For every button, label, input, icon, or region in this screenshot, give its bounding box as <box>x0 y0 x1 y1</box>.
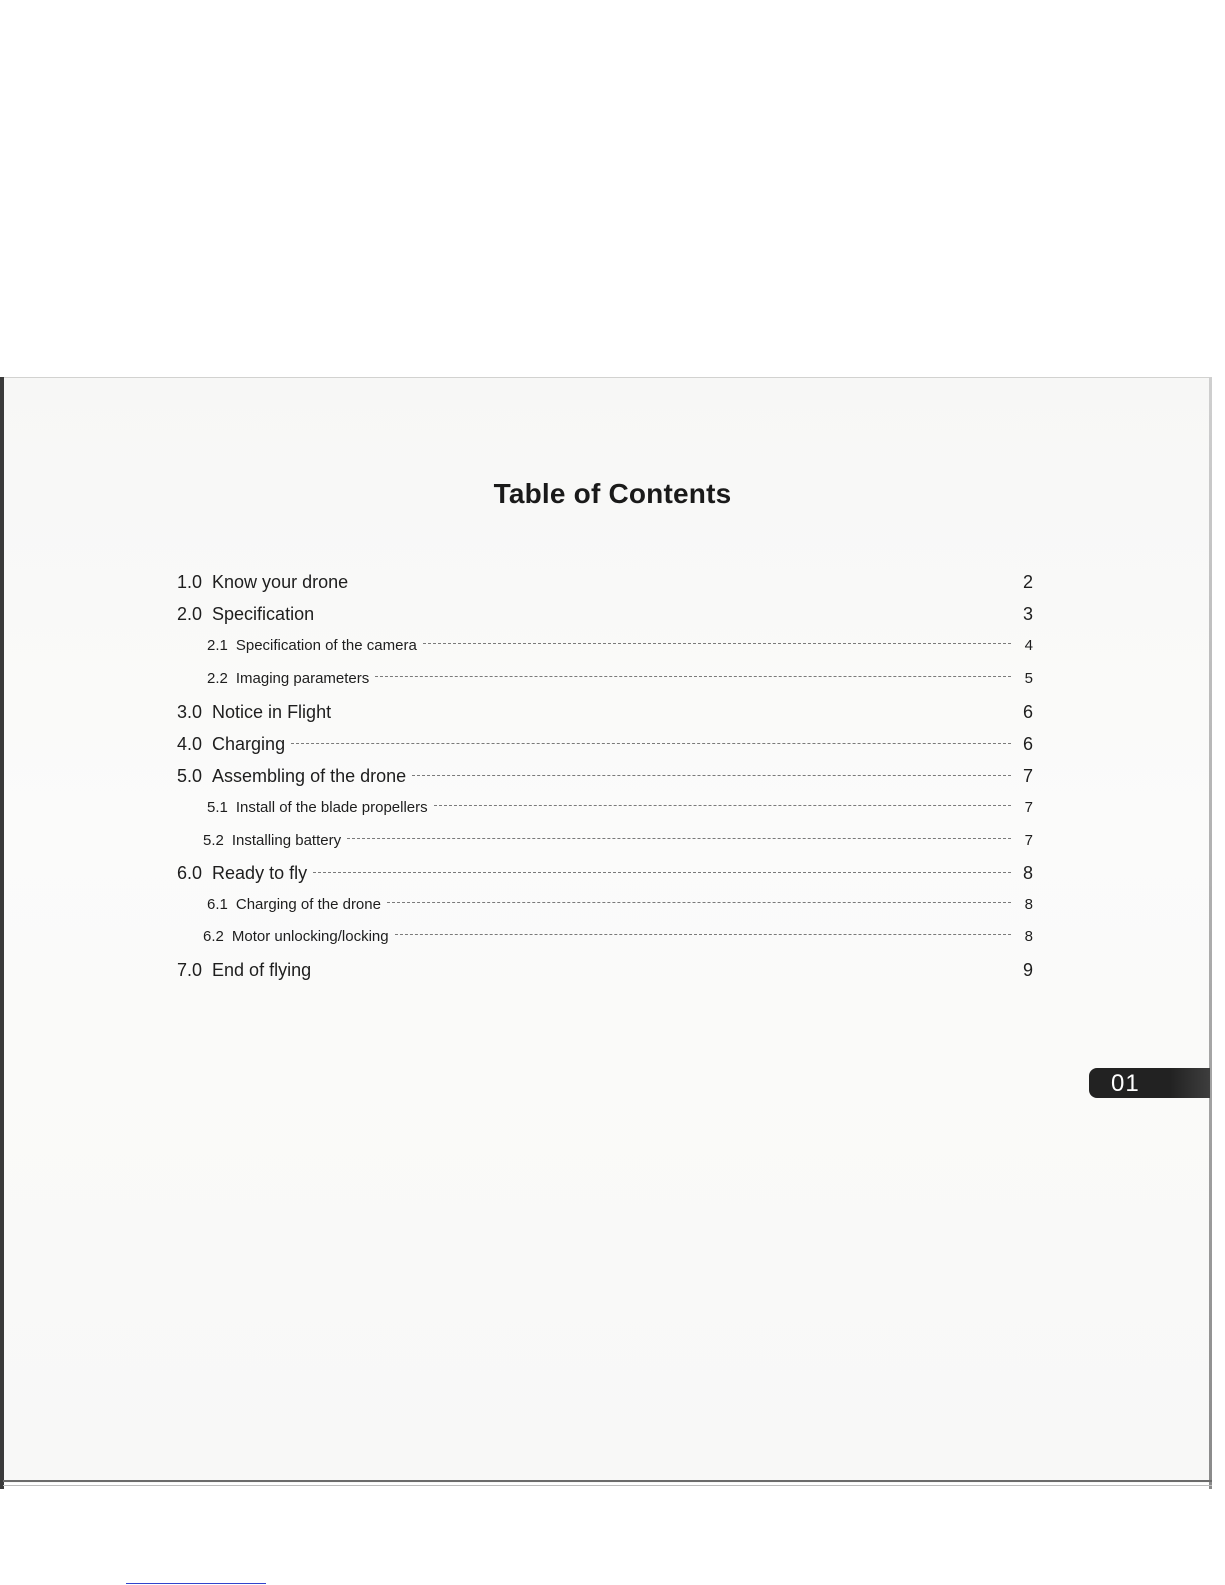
toc-entry-label: Install of the blade propellers <box>235 799 428 816</box>
toc-leader-dashes <box>320 613 1011 614</box>
toc-entry-number: 7.0 <box>177 960 203 980</box>
toc-entry-page: 6 <box>1022 734 1033 754</box>
toc-entry <box>177 766 1033 794</box>
toc-entry-page: 7 <box>1024 799 1033 816</box>
toc-entry <box>177 572 1033 600</box>
toc-entry-page: 6 <box>1022 702 1033 722</box>
toc-entry-page: 2 <box>1022 572 1033 592</box>
toc-entry-page: 8 <box>1024 896 1033 913</box>
toc-leader-dashes <box>412 774 1011 776</box>
toc-entry <box>207 637 1033 665</box>
toc-entry-number: 4.0 <box>177 734 203 754</box>
toc-leader-dashes <box>423 642 1011 644</box>
toc-entry-label: Charging of the drone <box>235 896 381 913</box>
toc-entry-label: Notice in Flight <box>212 702 332 722</box>
toc-entry-number: 5.0 <box>177 766 203 786</box>
toc-entry <box>207 670 1033 698</box>
toc-entry-number: 5.2 <box>203 832 224 849</box>
toc-entry-number: 2.2 <box>207 670 228 687</box>
toc-entry <box>203 832 1033 860</box>
toc-entry-number: 1.0 <box>177 572 203 592</box>
toc-entry-page: 7 <box>1022 766 1033 786</box>
toc-entry-number: 5.1 <box>207 799 228 816</box>
toc-entry <box>177 604 1033 632</box>
toc-leader-dashes <box>434 804 1011 806</box>
toc-leader-dashes <box>354 581 1011 582</box>
toc-entry-number: 2.1 <box>207 637 228 654</box>
toc-entry-page: 3 <box>1022 604 1033 624</box>
toc-entry-page: 8 <box>1024 928 1033 945</box>
bottom-link-underline <box>126 1583 266 1584</box>
toc-entry-number: 3.0 <box>177 702 203 722</box>
toc-leader-dashes <box>337 711 1011 712</box>
toc-leader-dashes <box>317 969 1011 970</box>
page-badge-edge <box>1170 1068 1210 1098</box>
toc-leader-dashes <box>395 933 1011 935</box>
toc-entry-page: 4 <box>1024 637 1033 654</box>
toc-entry-number: 6.0 <box>177 863 203 883</box>
toc-leader-dashes <box>291 742 1011 744</box>
toc-entry-page: 7 <box>1024 832 1033 849</box>
toc-entry-page: 8 <box>1022 863 1033 883</box>
toc-entry-label: Charging <box>212 734 286 754</box>
toc-leader-dashes <box>313 871 1011 873</box>
toc-leader-dashes <box>387 901 1011 903</box>
page-title: Table of Contents <box>493 478 732 509</box>
toc-entry <box>207 799 1033 827</box>
toc-leader-dashes <box>347 837 1011 839</box>
toc-entry <box>177 863 1033 891</box>
toc-entry-number: 6.1 <box>207 896 228 913</box>
toc-entry-number: 2.0 <box>177 604 203 624</box>
toc-entry-label: Know your drone <box>212 572 349 592</box>
toc-entry-label: End of flying <box>212 960 312 980</box>
toc-leader-dashes <box>375 675 1011 677</box>
toc-entry <box>207 896 1033 924</box>
toc-entry-label: Imaging parameters <box>235 670 370 687</box>
toc-entry <box>177 734 1033 762</box>
toc-entry-label: Assembling of the drone <box>212 766 407 786</box>
toc-entry-page: 9 <box>1022 960 1033 980</box>
toc-entry-number: 6.2 <box>203 928 224 945</box>
page-number: 01 <box>1111 1070 1140 1097</box>
toc-entry-label: Motor unlocking/locking <box>231 928 389 945</box>
toc-entry <box>177 960 1033 988</box>
toc-entry-label: Installing battery <box>231 832 342 849</box>
toc-entry-label: Ready to fly <box>212 863 308 883</box>
toc-entry-page: 5 <box>1024 670 1033 687</box>
toc-entry <box>203 928 1033 956</box>
toc-entry <box>177 702 1033 730</box>
toc-entry-label: Specification <box>212 604 315 624</box>
toc-entry-label: Specification of the camera <box>235 637 417 654</box>
